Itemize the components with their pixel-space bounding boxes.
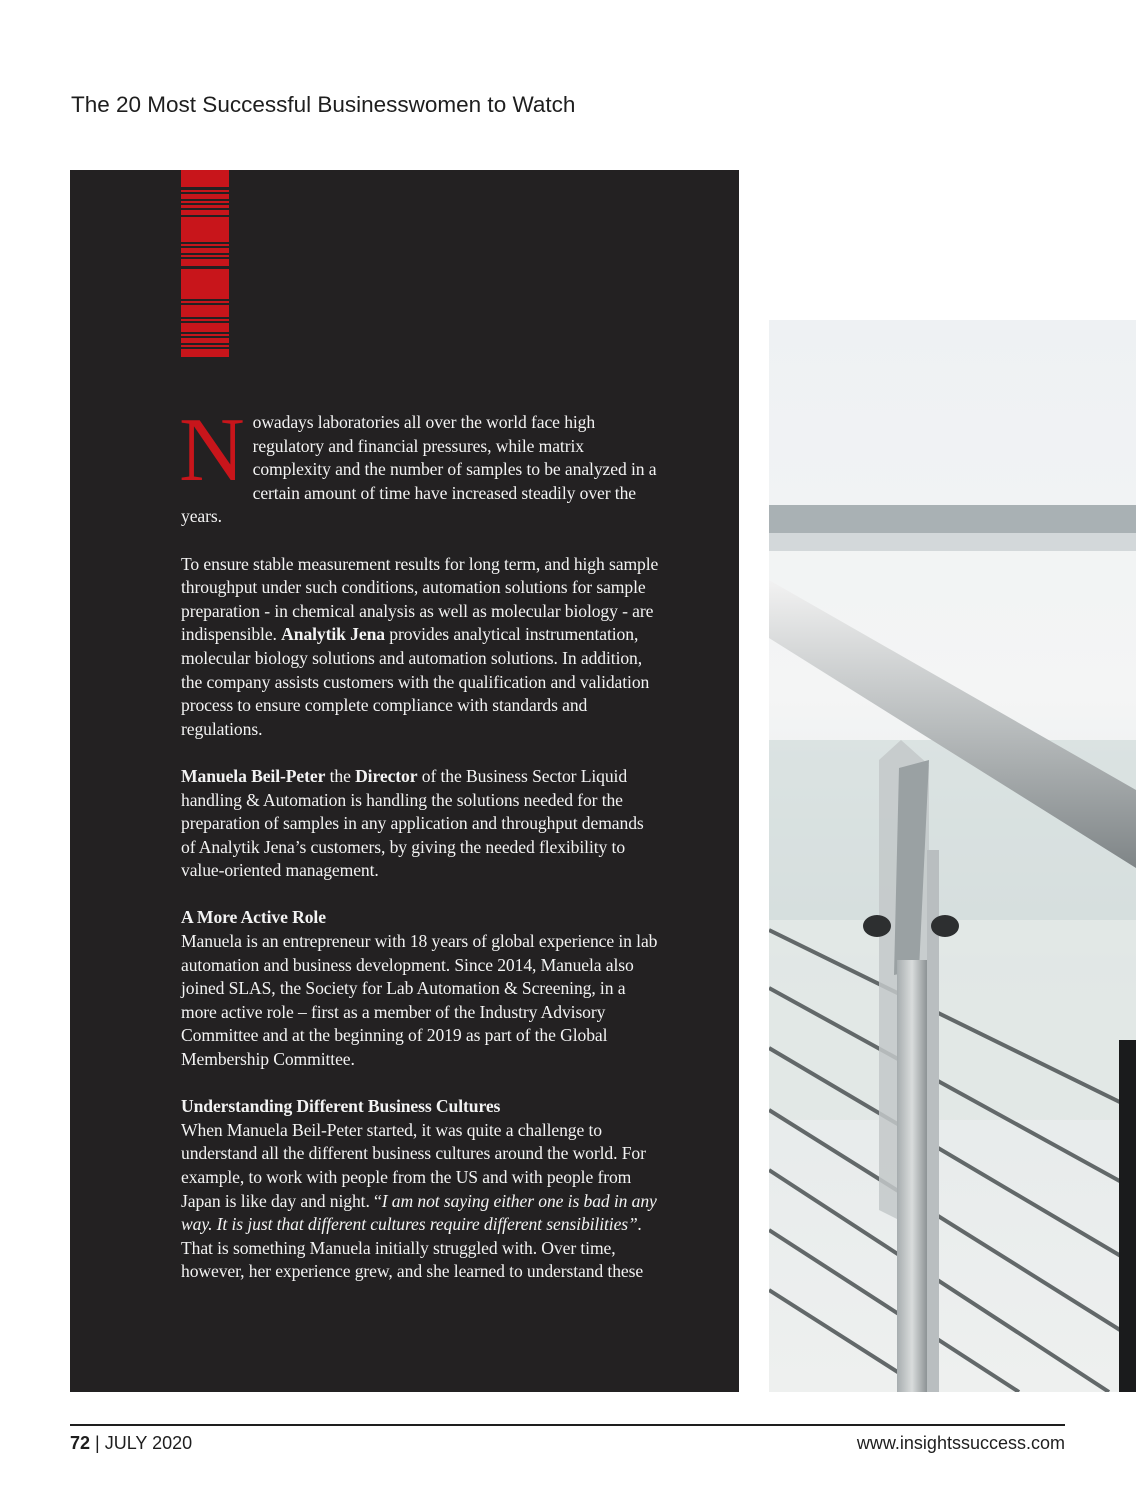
issue-date: JULY 2020 xyxy=(104,1433,193,1453)
article-body xyxy=(179,399,659,1308)
person-name: Manuela Beil-Peter xyxy=(181,765,326,786)
section-business-cultures xyxy=(181,1095,659,1284)
intro-text: owadays laboratories all over the world face high regulatory and financial pressures, while matrix complexity and the number of samples to be analyzed in a certain amount of time have increased steadily over the years. xyxy=(181,412,657,527)
paragraph-text: When Manuela Beil-Peter started, it was quite a challenge to understand all the different business cultures around the world. For example, to work with people from the US and with people from Japan is like day and night. “ xyxy=(181,1119,646,1211)
paragraph-text: the xyxy=(325,765,356,786)
paragraph-director xyxy=(181,765,659,883)
job-title: Director xyxy=(355,765,418,786)
section-active-role xyxy=(181,906,659,1071)
staircase-photo xyxy=(769,320,1136,1392)
drop-cap: N xyxy=(179,399,245,500)
company-name: Analytik Jena xyxy=(281,624,385,645)
paragraph-text: That is something Manuela initially struggled with. Over time, however, her experience grew, and she learned to understand these xyxy=(181,1237,644,1282)
footer-separator: | xyxy=(90,1433,105,1453)
intro-paragraph xyxy=(179,399,659,529)
pull-quote: I am not saying either one is bad in any way. It is just that different cultures require different sensibilities”. xyxy=(181,1190,657,1235)
subheading: A More Active Role xyxy=(181,907,326,928)
paragraph-automation xyxy=(181,553,659,742)
subheading: Understanding Different Business Cultures xyxy=(181,1096,501,1117)
paragraph-text: provides analytical instrumentation, molecular biology solutions and automation solutions. In addition, the company assists customers with the qualification and validation process to ensure complete compliance with standards and regulations. xyxy=(181,624,650,739)
footer-page-info xyxy=(70,1433,192,1454)
footer-rule xyxy=(70,1424,1065,1426)
page-number: 72 xyxy=(70,1433,91,1453)
article-panel xyxy=(70,170,739,1392)
paragraph-text: Manuela is an entrepreneur with 18 years of global experience in lab automation and business development. Since 2014, Manuela also joined SLAS, the Society for Lab Automation & Screening, in a more active role – first as a member of the Industry Advisory Committee and at the beginning of 2019 as part of the Global Membership Committee. xyxy=(181,931,658,1070)
red-barcode-ornament xyxy=(181,170,229,360)
website-url[interactable]: www.insightssuccess.com xyxy=(856,1433,1065,1453)
paragraph-text: of the Business Sector Liquid handling & Automation is handling the solutions needed for the preparation of samples in any application and throughput demands of Analytik Jena’s customers, by giving the needed flexibility to value-oriented management. xyxy=(181,765,644,881)
running-title: The 20 Most Successful Businesswomen to Watch xyxy=(71,92,576,117)
paragraph-text: To ensure stable measurement results for long term, and high sample throughput under such conditions, automation solutions for sample preparation - in chemical analysis as well as molecular biology - are indispensible. xyxy=(181,553,659,645)
